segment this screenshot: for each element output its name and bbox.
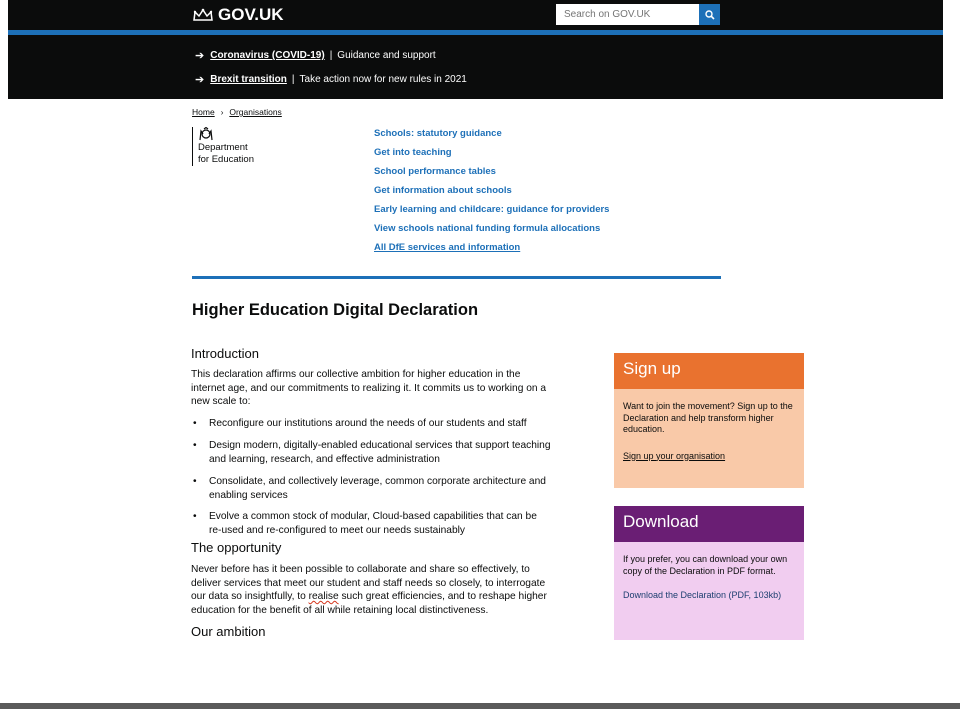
search-button[interactable] — [699, 4, 720, 25]
list-item: • Consolidate, and collectively leverage, common corporate architecture and enabling services — [193, 476, 546, 501]
main-content — [191, 346, 551, 646]
opportunity-paragraph: Never before has it been possible to collaborate and share so effectively, to deliver services that meet our student and staff needs so closely, to interrogate our data so insightfully, to realise such great efficiencies, and to reshape higher education for the benefit of all while retaining local distinctiveness. — [191, 564, 547, 616]
breadcrumb-organisations[interactable]: Organisations — [229, 107, 282, 117]
link-get-into-teaching[interactable]: Get into teaching — [374, 147, 452, 158]
header-top — [8, 0, 943, 30]
list-item: • Evolve a common stock of modular, Cloud-based capabilities that can be re-used and re-configured to meet our needs sustainably — [193, 511, 537, 536]
list-item: • Reconfigure our institutions around the needs of our students and staff — [193, 417, 527, 429]
brexit-link[interactable]: Brexit transition — [210, 74, 287, 85]
organisation-logo[interactable] — [192, 127, 254, 166]
signup-panel-title: Sign up — [614, 353, 804, 389]
download-panel-body — [614, 542, 804, 640]
section-divider — [192, 276, 721, 279]
notice-text: Guidance and support — [337, 50, 436, 61]
arrow-right-icon: ➔ — [195, 50, 205, 62]
spellcheck-flagged-word: realise — [308, 591, 339, 602]
download-declaration-link[interactable]: Download the Declaration (PDF, 103kb) — [623, 590, 782, 600]
arrow-right-icon: ➔ — [195, 74, 205, 86]
signup-panel-text: Want to join the movement? Sign up to the Declaration and help transform higher education. — [623, 401, 793, 434]
intro-paragraph: This declaration affirms our collective ambition for higher education in the internet age, and our commitments to realizing it. It commits us to working on a new scale to: — [191, 369, 547, 407]
page-title: Higher Education Digital Declaration — [192, 301, 479, 319]
link-performance-tables[interactable]: School performance tables — [374, 166, 496, 177]
download-panel — [614, 506, 804, 640]
search-icon — [705, 10, 715, 20]
heading-introduction: Introduction — [191, 346, 259, 361]
signup-panel — [614, 353, 804, 488]
link-statutory-guidance[interactable]: Schools: statutory guidance — [374, 128, 502, 139]
breadcrumb-home[interactable]: Home — [192, 107, 215, 117]
org-name-line1: Department — [198, 142, 248, 153]
link-funding-formula[interactable]: View schools national funding formula allocations — [374, 223, 601, 234]
notice-separator: | — [291, 74, 295, 85]
notice-text: Take action now for new rules in 2021 — [299, 74, 467, 85]
intro-bullet-list — [191, 417, 551, 538]
signup-organisation-link[interactable]: Sign up your organisation — [623, 450, 726, 461]
link-information-about-schools[interactable]: Get information about schools — [374, 185, 512, 196]
org-name-line2: for Education — [198, 154, 254, 165]
site-header — [8, 0, 943, 99]
heading-ambition: Our ambition — [191, 624, 266, 639]
download-panel-text: If you prefer, you can download your own copy of the Declaration in PDF format. — [623, 554, 788, 576]
featured-links — [374, 127, 609, 260]
window-bottom-edge — [0, 703, 960, 709]
link-all-dfe-services[interactable]: All DfE services and information — [374, 242, 521, 253]
covid-link[interactable]: Coronavirus (COVID-19) — [210, 50, 325, 61]
govuk-logo[interactable] — [193, 5, 284, 25]
breadcrumb — [192, 107, 282, 117]
heading-opportunity: The opportunity — [191, 540, 282, 555]
header-blue-bar — [8, 30, 943, 35]
royal-crest-icon — [198, 127, 214, 141]
logo-text: GOV.UK — [218, 5, 284, 24]
chevron-right-icon: › — [220, 107, 224, 117]
search-input[interactable] — [556, 4, 699, 25]
crown-icon — [193, 8, 213, 22]
search-form — [556, 4, 720, 25]
notice-brexit — [195, 73, 467, 86]
notice-separator: | — [329, 50, 333, 61]
signup-panel-body — [614, 389, 804, 488]
link-early-learning[interactable]: Early learning and childcare: guidance for providers — [374, 204, 610, 215]
notice-covid — [195, 49, 436, 62]
list-item: • Design modern, digitally-enabled educational services that support teaching and learning, research, and effective administration — [193, 440, 551, 465]
download-panel-title: Download — [614, 506, 804, 542]
